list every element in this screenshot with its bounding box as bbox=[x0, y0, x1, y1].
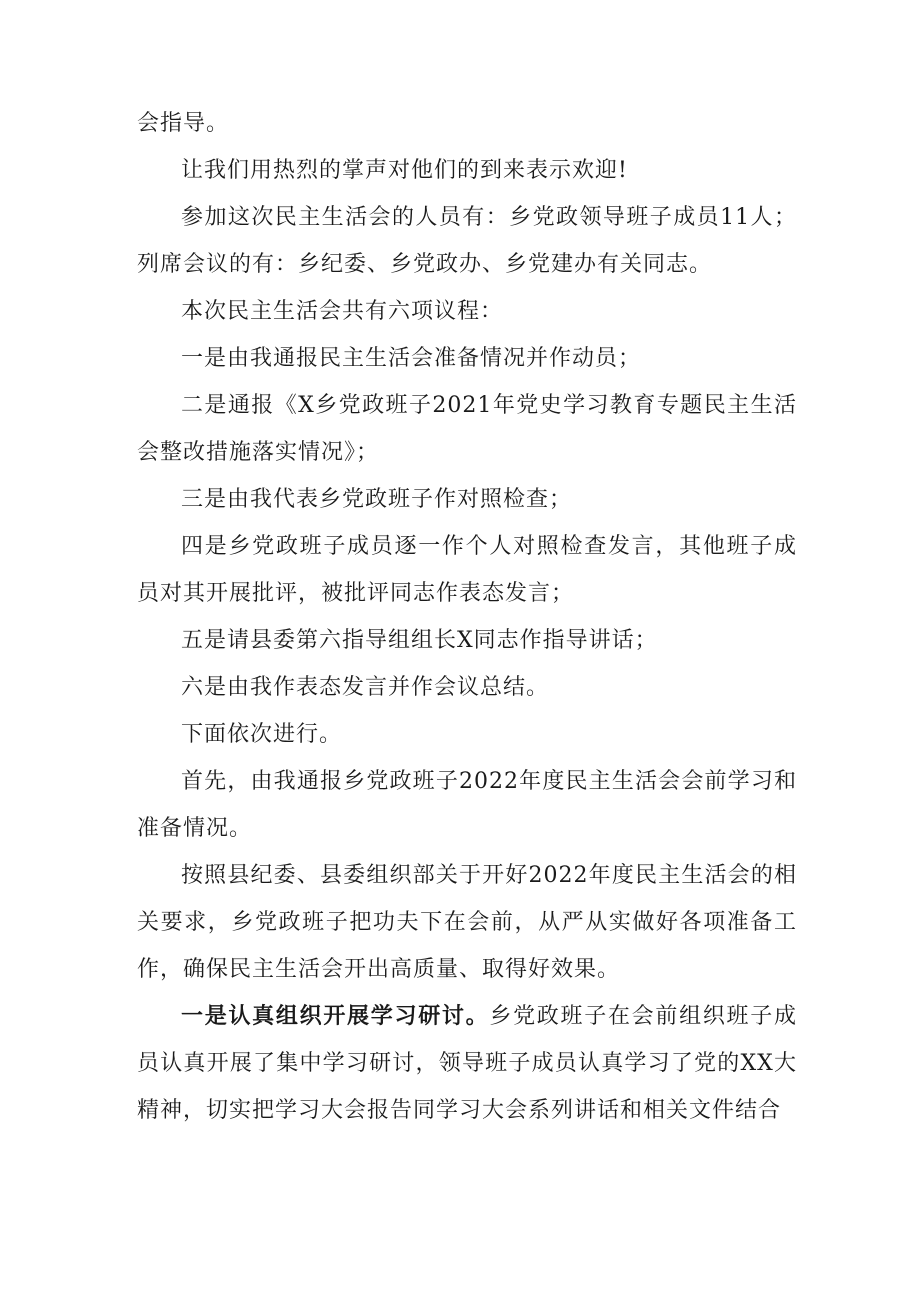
document-body bbox=[137, 100, 797, 1134]
paragraph-proceed: 下面依次进行。 bbox=[181, 722, 343, 747]
paragraph-agenda-intro: 本次民主生活会共有六项议程： bbox=[181, 299, 504, 324]
section-body-text: 乡党政班子在会前组织班子成员认真开展了集中学习研讨，领导班子成员认真学习了党的XX大精神，切实把学习大会报告同学习大会系列讲话和相关文件结合 bbox=[137, 1004, 797, 1123]
paragraph-requirements: 按照县纪委、县委组织部关于开好2022年度民主生活会的相关要求，乡党政班子把功夫下在会前，从严从实做好各项准备工作，确保民主生活会开出高质量、取得好效果。 bbox=[137, 863, 797, 982]
paragraph-report-intro: 首先，由我通报乡党政班子2022年度民主生活会会前学习和准备情况。 bbox=[137, 769, 797, 841]
paragraph-study-section bbox=[137, 993, 797, 1134]
paragraph-agenda-item-4: 四是乡党政班子成员逐一作个人对照检查发言，其他班子成员对其开展批评，被批评同志作表态发言； bbox=[137, 534, 797, 606]
paragraph-continuation: 会指导。 bbox=[137, 111, 230, 136]
paragraph-attendees: 参加这次民主生活会的人员有：乡党政领导班子成员11人；列席会议的有：乡纪委、乡党政办、乡党建办有关同志。 bbox=[137, 205, 797, 277]
paragraph-agenda-item-6: 六是由我作表态发言并作会议总结。 bbox=[181, 675, 550, 700]
paragraph-agenda-item-5: 五是请县委第六指导组组长X同志作指导讲话； bbox=[181, 628, 658, 653]
section-heading-lead: 一是认真组织开展学习研讨。 bbox=[181, 1003, 490, 1029]
paragraph-agenda-item-1: 一是由我通报民主生活会准备情况并作动员； bbox=[181, 346, 642, 371]
paragraph-welcome: 让我们用热烈的掌声对他们的到来表示欢迎! bbox=[181, 158, 628, 183]
paragraph-agenda-item-3: 三是由我代表乡党政班子作对照检查； bbox=[181, 487, 573, 512]
paragraph-agenda-item-2: 二是通报《X乡党政班子2021年党史学习教育专题民主生活会整改措施落实情况》； bbox=[137, 393, 797, 465]
